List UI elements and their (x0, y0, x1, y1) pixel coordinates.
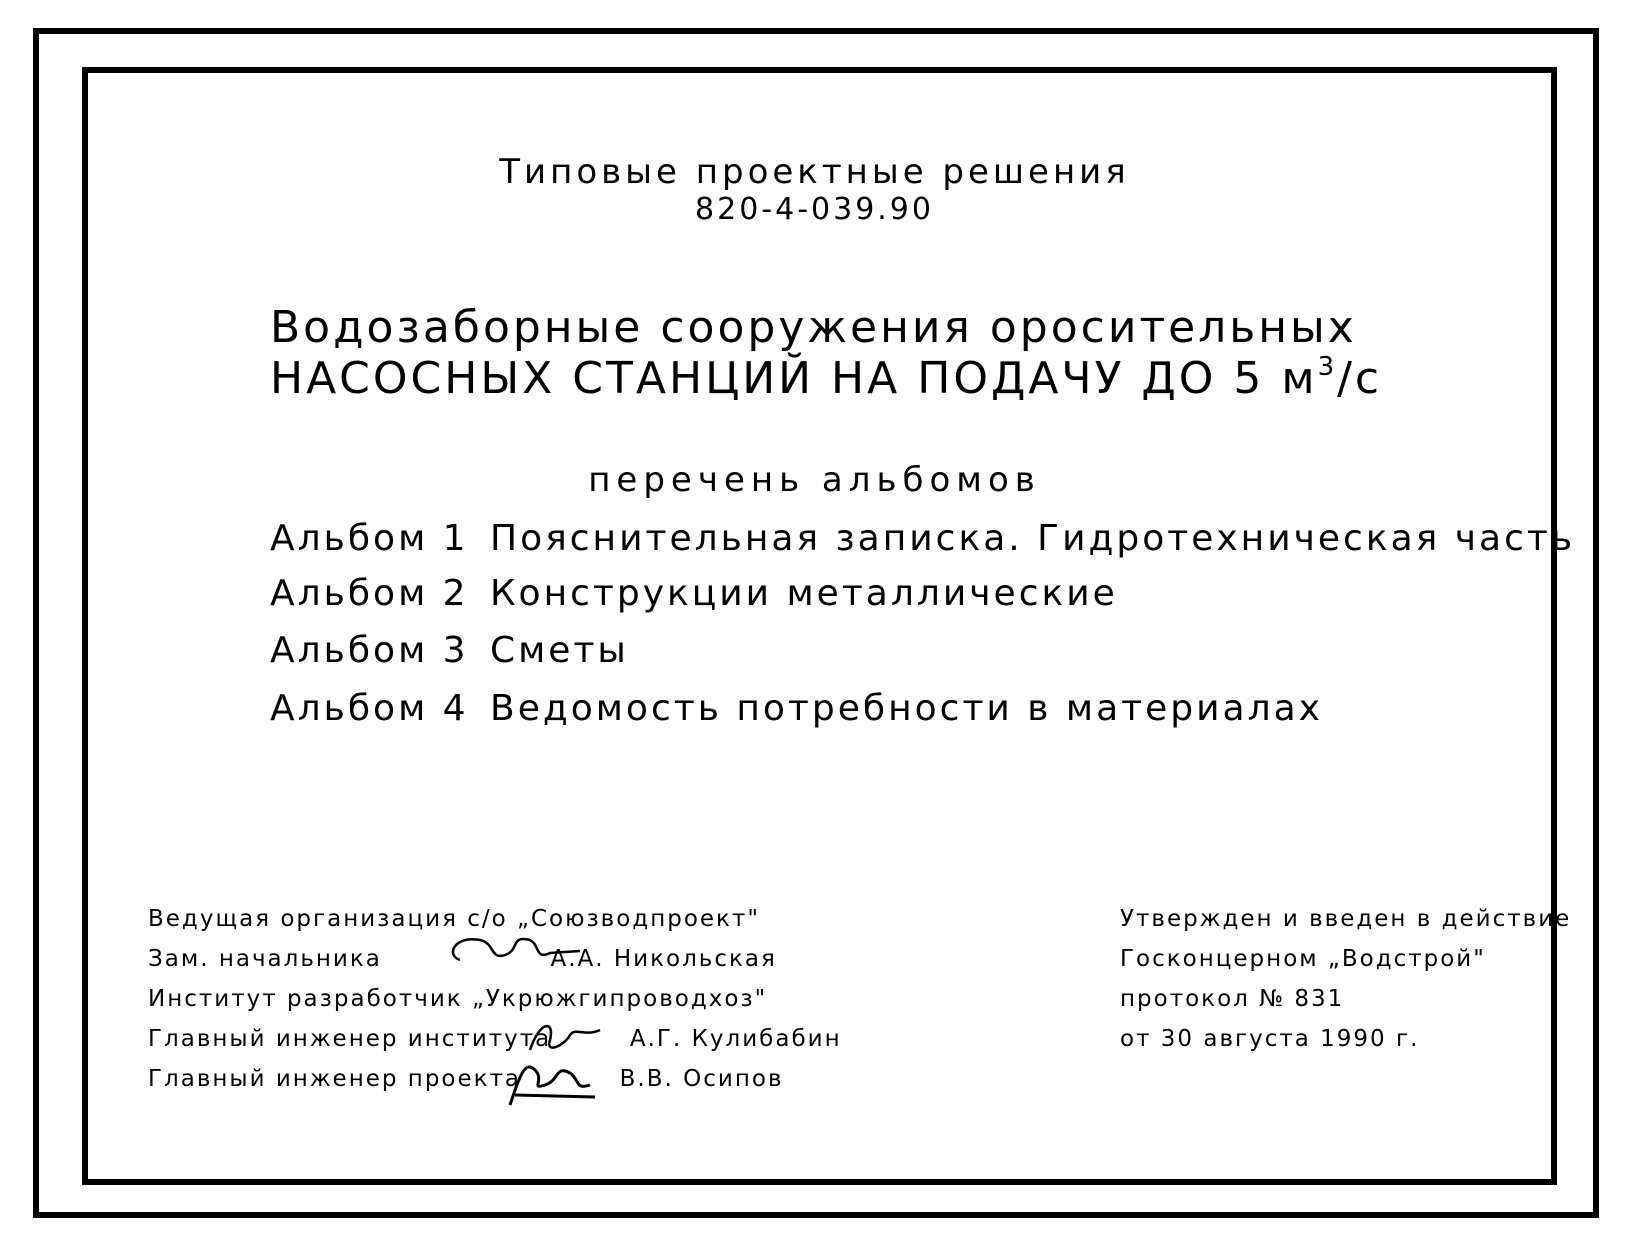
chief-engineer-institute-label: Главный инженер института (148, 1026, 552, 1052)
developer-institute: Институт разработчик „Укрюжгипроводхоз" (148, 986, 768, 1012)
approval-line-2: Госконцерном „Водстрой" (1120, 946, 1486, 972)
chief-engineer-institute-line (148, 1026, 842, 1052)
approval-date: от 30 августа 1990 г. (1120, 1026, 1420, 1052)
album-list-heading: перечень альбомов (588, 460, 1041, 500)
signature-chief-engineer-institute (525, 1015, 605, 1060)
lead-organization: Ведущая организация с/о „Союзводпроект" (148, 906, 760, 932)
chief-engineer-project-line (148, 1066, 784, 1092)
title-line-2-tail: /с (1337, 353, 1383, 404)
album-item (270, 688, 1323, 729)
series-code: 820-4-039.90 (695, 192, 934, 227)
chief-engineer-institute-name: А.Г. Кулибабин (629, 1026, 842, 1052)
title-superscript: 3 (1317, 352, 1338, 382)
album-item (270, 573, 1118, 614)
series-title: Типовые проектные решения (499, 152, 1130, 192)
album-item (270, 518, 1575, 559)
album-name: Ведомость потребности в материалах (490, 688, 1323, 729)
album-number: Альбом 2 (270, 573, 469, 614)
approval-protocol: протокол № 831 (1120, 986, 1345, 1012)
signature-deputy (440, 925, 590, 975)
album-item (270, 630, 629, 671)
title-line-2-text: НАСОСНЫХ СТАНЦИЙ НА ПОДАЧУ ДО 5 м (270, 353, 1318, 404)
album-name: Пояснительная записка. Гидротехническая часть (490, 518, 1576, 559)
deputy-name: А.А. Никольская (550, 946, 777, 972)
album-name: Конструкции металлические (490, 573, 1118, 614)
album-number: Альбом 4 (270, 688, 469, 729)
chief-engineer-project-label: Главный инженер проекта (148, 1066, 522, 1092)
chief-engineer-project-name: В.В. Осипов (619, 1066, 784, 1092)
signature-chief-engineer-project (500, 1055, 600, 1110)
album-name: Сметы (490, 630, 629, 671)
album-number: Альбом 1 (270, 518, 469, 559)
document-title-line-1: Водозаборные сооружения оросительных (270, 302, 1357, 353)
document-title-line-2 (270, 352, 1382, 404)
album-number: Альбом 3 (270, 630, 469, 671)
deputy-label: Зам. начальника (148, 946, 382, 972)
approval-line-1: Утвержден и введен в действие (1120, 906, 1572, 932)
inner-frame (82, 67, 1557, 1185)
